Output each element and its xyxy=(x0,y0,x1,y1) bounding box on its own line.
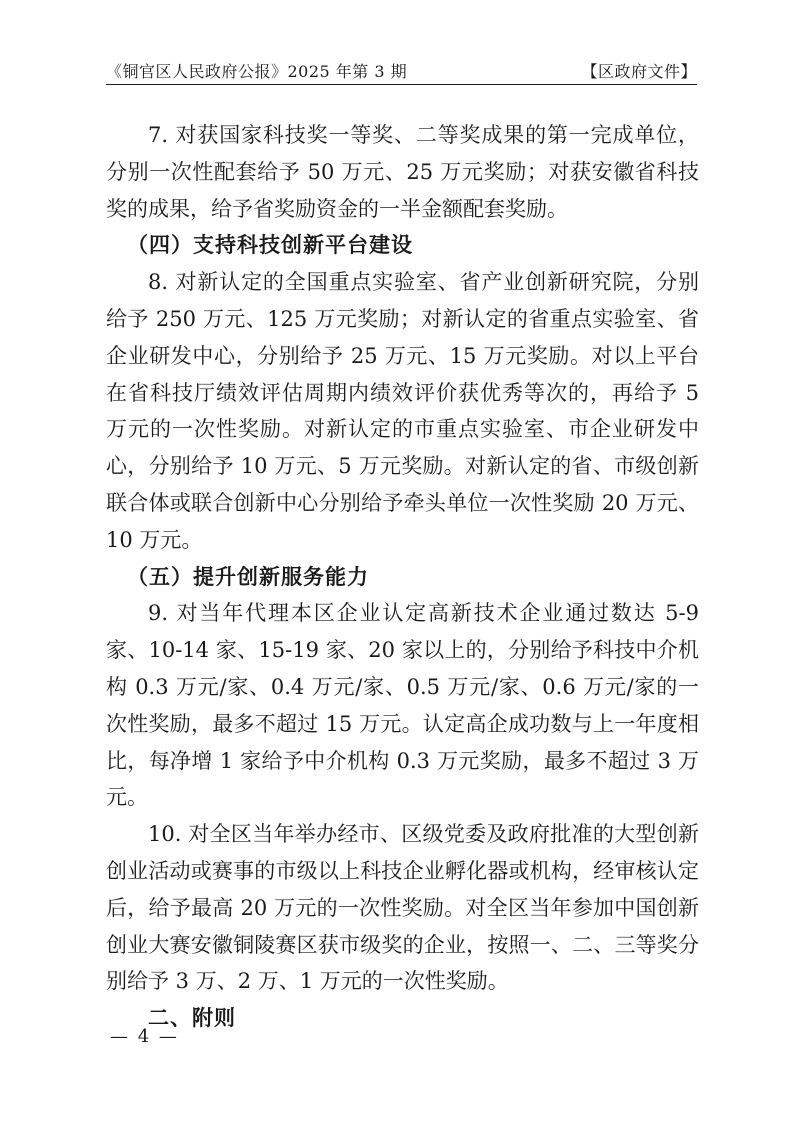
chapter-heading-supplementary: 二、附则 xyxy=(148,1006,236,1031)
paragraph-item-10: 10. 对全区当年举办经市、区级党委及政府批准的大型创新创业活动或赛事的市级以上科技企业孵化器或机构，经审核认定后，给予最高 20 万元的一次性奖励。对全区当年参加中国创新创业大赛安徽铜陵赛区获市级奖的企业，按照一、二、三等奖分别给予 3 万、2 万、1 万元的一次性奖励。 xyxy=(106,822,699,994)
document-body xyxy=(106,117,699,1037)
page-header xyxy=(106,56,697,82)
paragraph-item-9: 9. 对当年代理本区企业认定高新技术企业通过数达 5-9 家、10-14 家、15-19 家、20 家以上的，分别给予科技中介机构 0.3 万元/家、0.4 万元/家、0.5 万元/家、0.6 万元/家的一次性奖励，最多不超过 15 万元。认定高企成功数与上一年度相比，每净增 1 家给予中介机构 0.3 万元奖励，最多不超过 3 万元。 xyxy=(106,601,699,810)
paragraph-item-7: 7. 对获国家科技奖一等奖、二等奖成果的第一完成单位，分别一次性配套给予 50 万元、25 万元奖励；对获安徽省科技奖的成果，给予省奖励资金的一半金额配套奖励。 xyxy=(106,123,699,221)
page-number: — 4 — xyxy=(110,1026,179,1047)
header-divider xyxy=(106,84,697,85)
paragraph-item-8: 8. 对新认定的全国重点实验室、省产业创新研究院，分别给予 250 万元、125 万元奖励；对新认定的省重点实验室、省企业研发中心，分别给予 25 万元、15 万元奖励。对以上平台在省科技厅绩效评估周期内绩效评价获优秀等次的，再给予 5 万元的一次性奖励。对新认定的市重点实验室、市企业研发中心，分别给予 10 万元、5 万元奖励。对新认定的省、市级创新联合体或联合创新中心分别给予牵头单位一次性奖励 20 万元、10 万元。 xyxy=(106,270,699,552)
section-label: 【区政府文件】 xyxy=(581,62,697,81)
section-heading-5: （五）提升创新服务能力 xyxy=(127,564,369,589)
publication-title: 《铜官区人民政府公报》2025 年第 3 期 xyxy=(106,62,408,81)
section-heading-4: （四）支持科技创新平台建设 xyxy=(127,233,413,258)
